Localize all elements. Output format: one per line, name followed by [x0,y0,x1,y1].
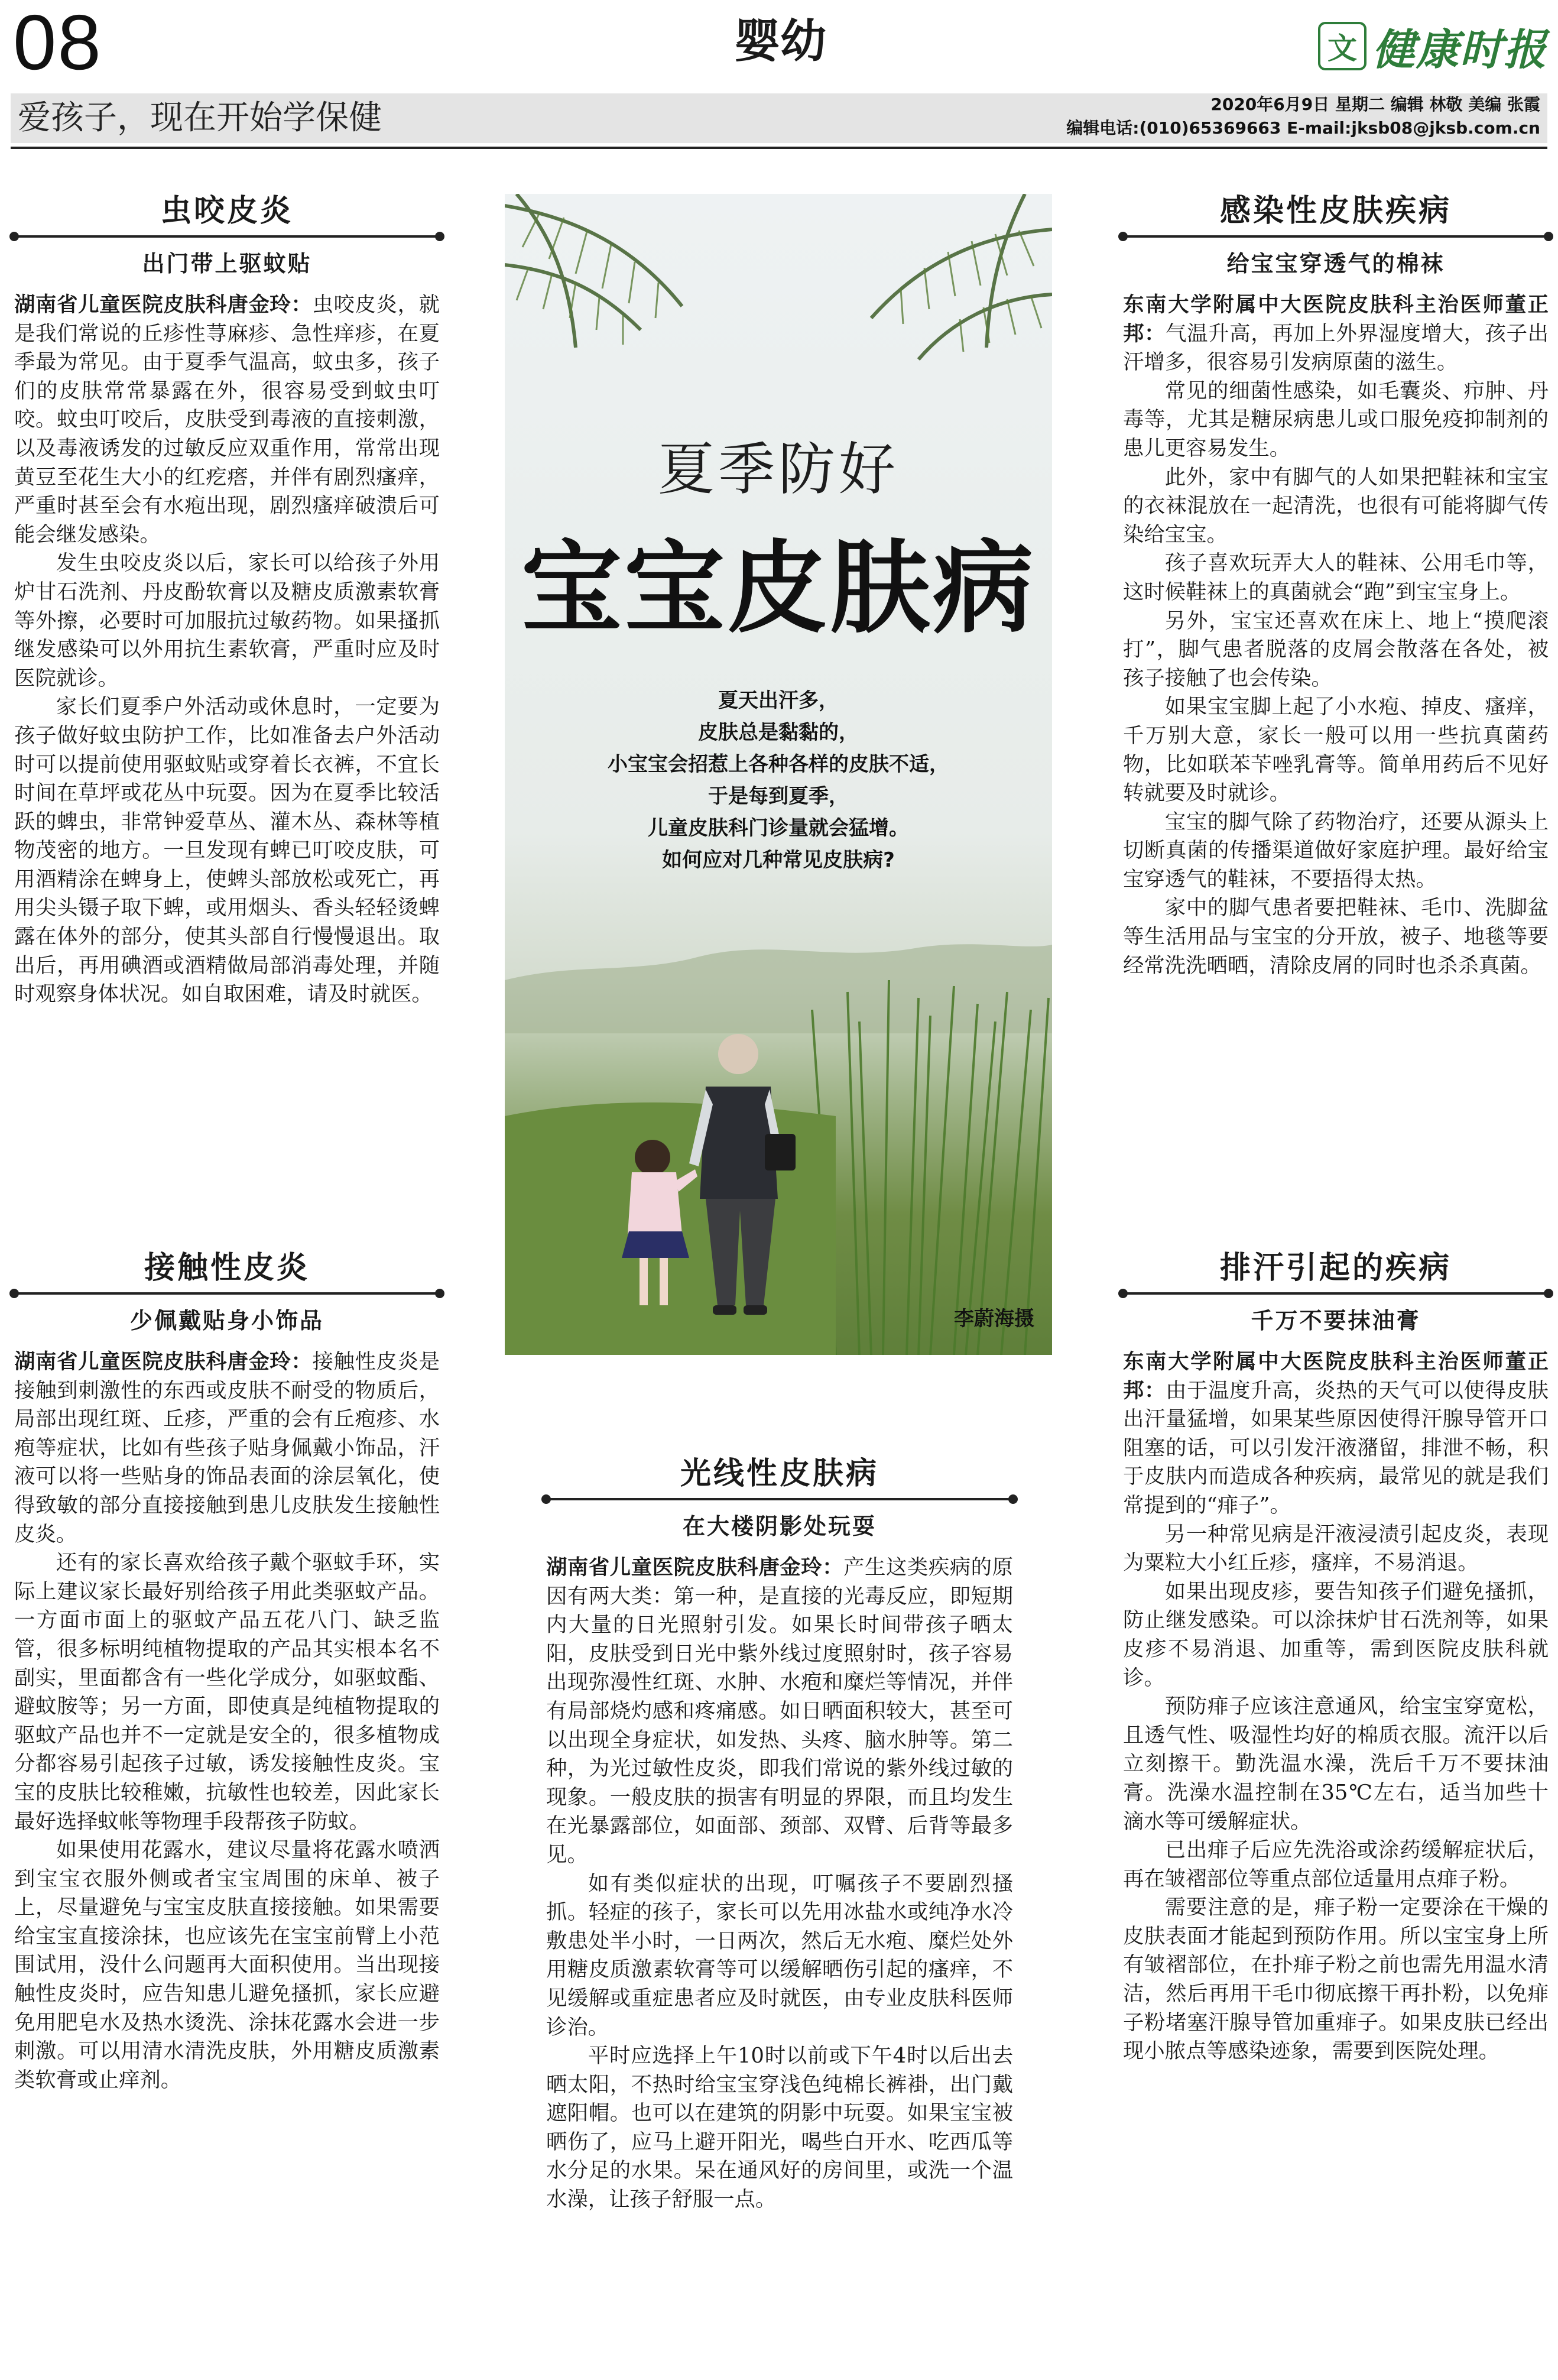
article-source: 湖南省儿童医院皮肤科唐金玲： [14,1350,313,1374]
article-subheading: 给宝宝穿透气的棉袜 [1226,251,1445,277]
feature-intro [540,685,1017,876]
paragraph: 此外，家中有脚气的人如果把鞋袜和宝宝的衣袜混放在一起清洗，也很有可能将脚气传染给宝宝。 [1123,465,1549,547]
contact-info: 编辑电话:(010)65369663 E-mail:jksb08@jksb.com.cn [1066,118,1540,138]
feature-title-line1: 夏季防好 [658,436,899,502]
page-number: 08 [13,0,102,86]
article-source: 湖南省儿童医院皮肤科唐金玲： [546,1555,844,1580]
paragraph: 家中的脚气患者要把鞋袜、毛巾、洗脚盆等生活用品与宝宝的分开放，被子、地毯等要经常洗洗晒晒，清除皮屑的同时也杀杀真菌。 [1123,896,1549,978]
paragraph: 另外，宝宝还喜欢在床上、地上“摸爬滚打”，脚气患者脱落的皮屑会散落在各处，被孩子接触了也会传染。 [1123,608,1549,690]
paragraph: 还有的家长喜欢给孩子戴个驱蚊手环，实际上建议家长最好别给孩子用此类驱蚊产品。一方面市面上的驱蚊产品五花八门、缺乏监管，很多标明纯植物提取的产品其实根本名不副实，里面都含有一些化学成分，如驱蚊酯、避蚊胺等；另一方面，即使真是纯植物提取的驱蚊产品也并不一定就是安全的，很多植物成分都容易引起孩子过敏，诱发接触性皮炎。宝宝的皮肤比较稚嫩，抗敏性也较差，因此家长最好选择蚊帐等物理手段帮孩子防蚊。 [14,1551,440,1834]
heading-rule [546,1498,1013,1500]
article-subheading: 在大楼阴影处玩耍 [682,1513,877,1539]
paragraph: 如有类似症状的出现，叮嘱孩子不要剧烈搔抓。轻症的孩子，家长可以先用冰盐水或纯净水冷敷患处半小时，一日两次，然后无水疱、糜烂处外用糖皮质激素软膏等可以缓解晒伤引起的瘙痒，不见缓解或重症患者应及时就医，由专业皮肤科医师诊治。 [546,1871,1013,2039]
heading-rule [1123,235,1549,238]
paragraph: 预防痱子应该注意通风，给宝宝穿宽松，且透气性、吸湿性均好的棉质衣服。流汗以后立刻擦干。勤洗温水澡，洗后千万不要抹油膏。洗澡水温控制在35℃左右，适当加些十滴水等可缓解症状。 [1123,1694,1549,1834]
article-source: 湖南省儿童医院皮肤科唐金玲： [14,293,313,317]
paragraph: 家长们夏季户外活动或休息时，一定要为孩子做好蚊虫防护工作，比如准备去户外活动时可以提前使用驱蚊贴或穿着长衣裤，不宜长时间在草坪或花丛中玩耍。因为在夏季比较活跃的蜱虫，非常钟爱草丛、灌木丛、森林等植物茂密的地方。一旦发现有蜱已叮咬皮肤，可用酒精涂在蜱身上，使蜱头部放松或死亡，再用尖头镊子取下蜱，或用烟头、香头轻轻烫蜱露在体外的部分，使其头部自行慢慢退出。取出后，再用碘酒或酒精做局部消毒处理，并随时观察身体状况。如自取困难，请及时就医。 [14,695,440,1007]
article-heading: 光线性皮肤病 [680,1456,879,1491]
slogan: 爱孩子，现在开始学保健 [18,99,382,137]
heading-rule [14,1292,440,1295]
paragraph: 产生这类疾病的原因有两大类：第一种，是直接的光毒反应，即短期内大量的日光照射引发。如果长时间带孩子晒太阳，皮肤受到日光中紫外线过度照射时，孩子容易出现弥漫性红斑、水肿、水疱和糜烂等情况，并伴有局部烧灼感和疼痛感。如日晒面积较大，甚至可以出现全身症状，如发热、头疼、脑水肿等。第二种，为光过敏性皮炎，即我们常说的紫外线过敏的现象。一般皮肤的损害有明显的界限，而且均发生在光暴露部位，如面部、颈部、双臂、后背等最多见。 [546,1555,1014,1867]
intro-line: 小宝宝会招惹上各种各样的皮肤不适， [608,753,949,776]
article-heading: 接触性皮炎 [144,1250,310,1286]
article-sweat [1123,1247,1549,2066]
photo-credit: 李蔚海摄 [954,1307,1034,1331]
paragraph: 接触性皮炎是接触到刺激性的东西或皮肤不耐受的物质后，局部出现红斑、丘疹，严重的会有丘疱疹、水疱等症状，比如有些孩子贴身佩戴小饰品，汗液可以将一些贴身的饰品表面的涂层氧化，使得致敏的部分直接接触到患儿皮肤发生接触性皮炎。 [14,1350,440,1546]
paragraph: 如果使用花露水，建议尽量将花露水喷洒到宝宝衣服外侧或者宝宝周围的床单、被子上，尽量避免与宝宝皮肤直接接触。如果需要给宝宝直接涂抹，也应该先在宝宝前臂上小范围试用，没什么问题再大面积使用。当出现接触性皮炎时，应告知患儿避免搔抓，家长应避免用肥皂水及热水烫洗、涂抹花露水会进一步刺激。可以用清水清洗皮肤，外用糖皮质激素类软膏或止痒剂。 [14,1838,440,2092]
paragraph: 平时应选择上午10时以前或下午4时以后出去晒太阳，不热时给宝宝穿浅色纯棉长裤褂，出门戴遮阳帽。也可以在建筑的阴影中玩耍。如果宝宝被晒伤了，应马上避开阳光，喝些白开水、吃西瓜等水分足的水果。呆在通风好的房间里，或洗一个温水澡，让孩子舒服一点。 [546,2044,1013,2212]
article-source: 东南大学附属中大医院皮肤科主治医师董正邦： [1123,1350,1549,1403]
intro-line: 儿童皮肤科门诊量就会猛增。 [648,816,909,840]
article-insect-bite [14,190,440,1009]
heading-rule [1123,1292,1549,1295]
paragraph: 虫咬皮炎，就是我们常说的丘疹性荨麻疹、急性痒疹，在夏季最为常见。由于夏季气温高，蚊虫多，孩子们的皮肤常常暴露在外，很容易受到蚊虫叮咬。蚊虫叮咬后，皮肤受到毒液的直接刺激，以及毒液诱发的过敏反应双重作用，常常出现黄豆至花生大小的红疙瘩，并伴有剧烈瘙痒，严重时甚至会有水疱出现，剧烈瘙痒破溃后可能会继发感染。 [14,293,440,547]
article-heading: 感染性皮肤疾病 [1219,193,1452,229]
newspaper-logo [1318,17,1549,76]
article-heading: 排汗引起的疾病 [1219,1250,1452,1286]
article-source: 东南大学附属中大医院皮肤科主治医师董正邦： [1123,293,1549,346]
article-subheading: 出门带上驱蚊贴 [142,251,312,277]
paragraph: 常见的细菌性感染，如毛囊炎、疖肿、丹毒等，尤其是糖尿病患儿或口服免疫抑制剂的患儿更容易发生。 [1123,378,1549,461]
intro-line: 于是每到夏季， [708,784,849,808]
heading-rule [14,235,440,238]
masthead-rule [11,147,1547,149]
feature-title-line2: 宝宝皮肤病 [521,530,1036,647]
intro-line: 夏天出汗多， [718,689,839,712]
paragraph: 宝宝的脚气除了药物治疗，还要从源头上切断真菌的传播渠道做好家庭护理。最好给宝宝穿透气的鞋袜，不要捂得太热。 [1123,809,1549,891]
logo-mark-icon: 文 [1318,22,1367,70]
paragraph: 需要注意的是，痱子粉一定要涂在干燥的皮肤表面才能起到预防作用。所以宝宝身上所有皱褶部位，在扑痱子粉之前也需先用温水清洁，然后再用干毛巾彻底擦干再扑粉，以免痱子粉堵塞汗腺导管加重痱子。如果皮肤已经出现小脓点等感染迹象，需要到医院处理。 [1123,1895,1549,2064]
date-editors: 2020年6月9日 星期二 编辑 林敬 美编 张霞 [1210,95,1540,114]
paragraph: 孩子喜欢玩弄大人的鞋袜、公用毛巾等，这时候鞋袜上的真菌就会“跑”到宝宝身上。 [1123,551,1549,604]
feature-photo [505,194,1052,1355]
paragraph: 气温升高，再加上外界湿度增大，孩子出汗增多，很容易引发病原菌的滋生。 [1123,321,1549,375]
paragraph: 如果宝宝脚上起了小水疱、掉皮、瘙痒，千万别大意，家长一般可以用一些抗真菌药物，比如联苯苄唑乳膏等。简单用药后不见好转就要及时就诊。 [1123,695,1549,806]
article-subheading: 千万不要抹油膏 [1251,1308,1421,1334]
paragraph: 发生虫咬皮炎以后，家长可以给孩子外用炉甘石洗剂、丹皮酚软膏以及糖皮质激素软膏等外擦，必要时可加服抗过敏药物。如果搔抓继发感染可以外用抗生素软膏，严重时应及时医院就诊。 [14,551,440,690]
intro-line: 皮肤总是黏黏的， [698,721,859,744]
paragraph: 已出痱子后应先洗浴或涂药缓解症状后，再在皱褶部位等重点部位适量用点痱子粉。 [1123,1838,1549,1891]
paragraph: 由于温度升高，炎热的天气可以使得皮肤出汗量猛增，如果某些原因使得汗腺导管开口阻塞的话，可以引发汗液潴留，排泄不畅，积于皮肤内而造成各种疾病，最常见的就是我们常提到的“痱子”。 [1123,1378,1549,1518]
logo-text: 健康时报 [1372,25,1548,74]
paragraph: 另一种常见病是汗液浸渍引起皮炎，表现为粟粒大小红丘疹，瘙痒，不易消退。 [1123,1522,1549,1575]
intro-line: 如何应对几种常见皮肤病? [662,848,895,872]
article-subheading: 少佩戴贴身小饰品 [129,1308,324,1334]
article-infection [1123,190,1549,980]
section-title: 婴幼 [733,15,826,68]
article-contact-dermatitis [14,1247,440,2094]
article-heading: 虫咬皮炎 [160,193,293,229]
paragraph: 如果出现皮疹，要告知孩子们避免搔抓，防止继发感染。可以涂抹炉甘石洗剂等，如果皮疹不易消退、加重等，需到医院皮肤科就诊。 [1123,1579,1549,1690]
article-light-dermatitis [546,1453,1013,2214]
